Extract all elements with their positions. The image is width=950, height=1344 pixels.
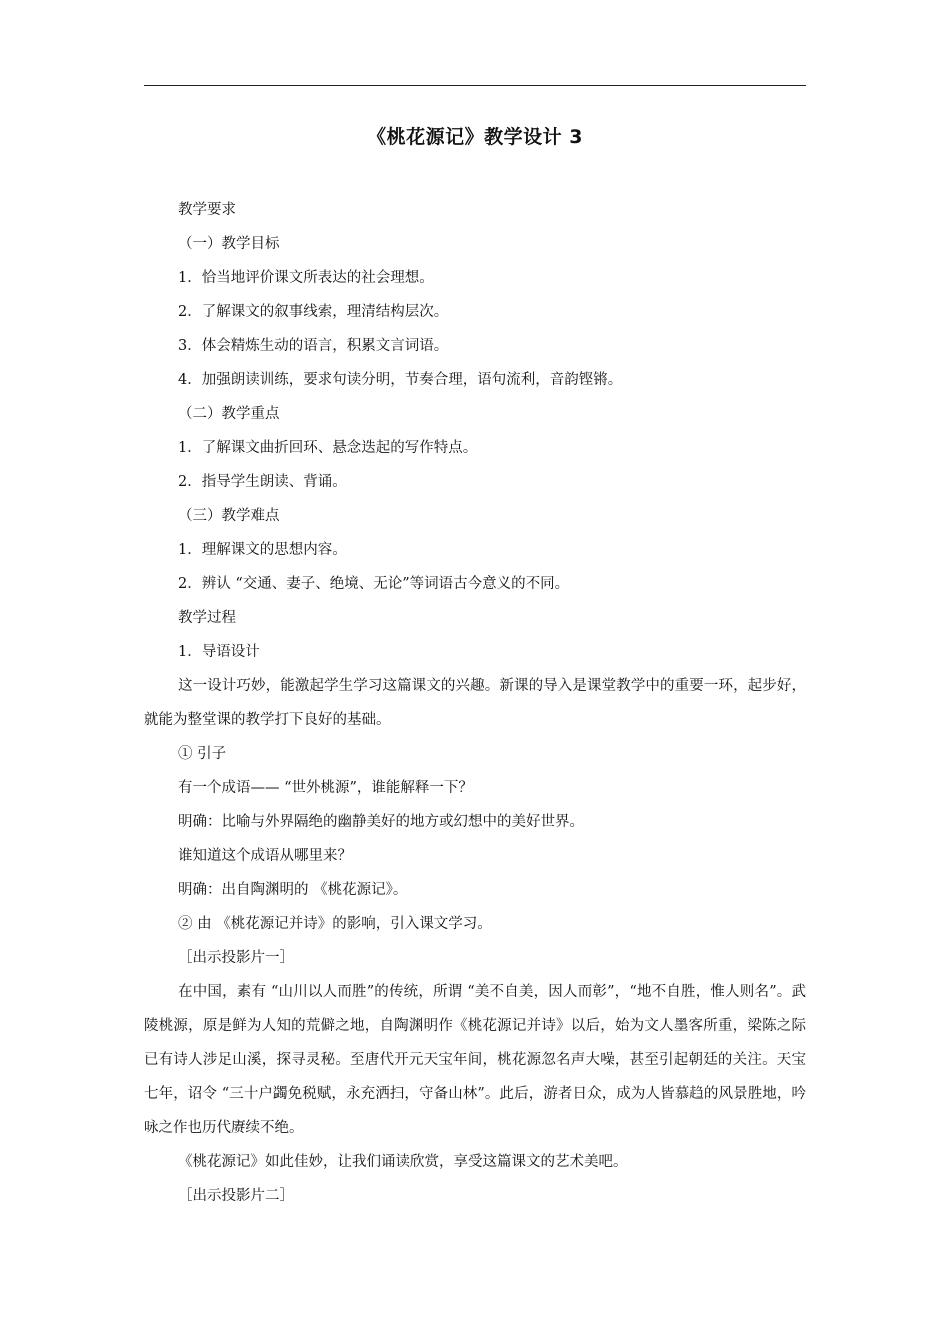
body-paragraph: ① 引子 <box>178 746 227 762</box>
body-paragraph: 在中国，素有 “山川以人而胜”的传统，所谓 “美不自美，因人而彰”，“地不自胜，惟人则名”。武陵桃源，原是鲜为人知的荒僻之地，自陶渊明作《桃花源记并诗》以后，始为文人墨客所重，梁陈之际已有诗人涉足山溪，探寻灵秘。至唐代开元天宝年间，桃花源忽名声大噪，甚至引起朝廷的关注。天宝七年，诏令 “三十户蠲免税赋，永充洒扫，守备山林”。此后，游者日众，成为人皆慕趋的风景胜地，吟咏之作也历代赓续不绝。 <box>144 984 806 1136</box>
body-paragraph: 明确：出自陶渊明的 《桃花源记》。 <box>178 882 408 898</box>
list-item: 1．理解课文的思想内容。 <box>178 542 347 558</box>
subheading-objectives: （一）教学目标 <box>178 236 280 252</box>
body-paragraph: 《桃花源记》如此佳妙，让我们诵读欣赏，享受这篇课文的艺术美吧。 <box>178 1154 628 1170</box>
document-title: 《桃花源记》教学设计 3 <box>367 126 583 148</box>
subheading-difficulties: （三）教学难点 <box>178 508 280 524</box>
list-item: 2．了解课文的叙事线索，理清结构层次。 <box>178 304 449 320</box>
section-heading-process: 教学过程 <box>178 610 236 626</box>
list-item: 2．辨认 “交通、妻子、绝境、无论”等词语古今意义的不同。 <box>178 576 570 592</box>
body-paragraph: 这一设计巧妙，能激起学生学习这篇课文的兴趣。新课的导入是课堂教学中的重要一环，起步好，就能为整堂课的教学打下良好的基础。 <box>144 678 806 728</box>
subheading-key-points: （二）教学重点 <box>178 406 280 422</box>
list-item: 4．加强朗读训练，要求句读分明，节奏合理，语句流利，音韵铿锵。 <box>178 372 623 388</box>
list-item: 1．了解课文曲折回环、悬念迭起的写作特点。 <box>178 440 478 456</box>
body-paragraph: 明确：比喻与外界隔绝的幽静美好的地方或幻想中的美好世界。 <box>178 814 584 830</box>
list-item: 1．导语设计 <box>178 644 260 660</box>
section-heading-requirements: 教学要求 <box>178 202 236 218</box>
header-rule <box>144 85 806 86</box>
body-paragraph: 谁知道这个成语从哪里来？ <box>178 848 352 864</box>
list-item: 2．指导学生朗读、背诵。 <box>178 474 347 490</box>
list-item: 3．体会精炼生动的语言，积累文言词语。 <box>178 338 449 354</box>
slide-marker: ［出示投影片一］ <box>178 950 294 966</box>
document-body <box>144 193 806 1213</box>
body-paragraph: 有一个成语—— “世外桃源”，谁能解释一下？ <box>178 780 473 796</box>
body-paragraph: ② 由 《桃花源记并诗》的影响，引入课文学习。 <box>178 916 492 932</box>
slide-marker: ［出示投影片二］ <box>178 1188 294 1204</box>
list-item: 1．恰当地评价课文所表达的社会理想。 <box>178 270 434 286</box>
